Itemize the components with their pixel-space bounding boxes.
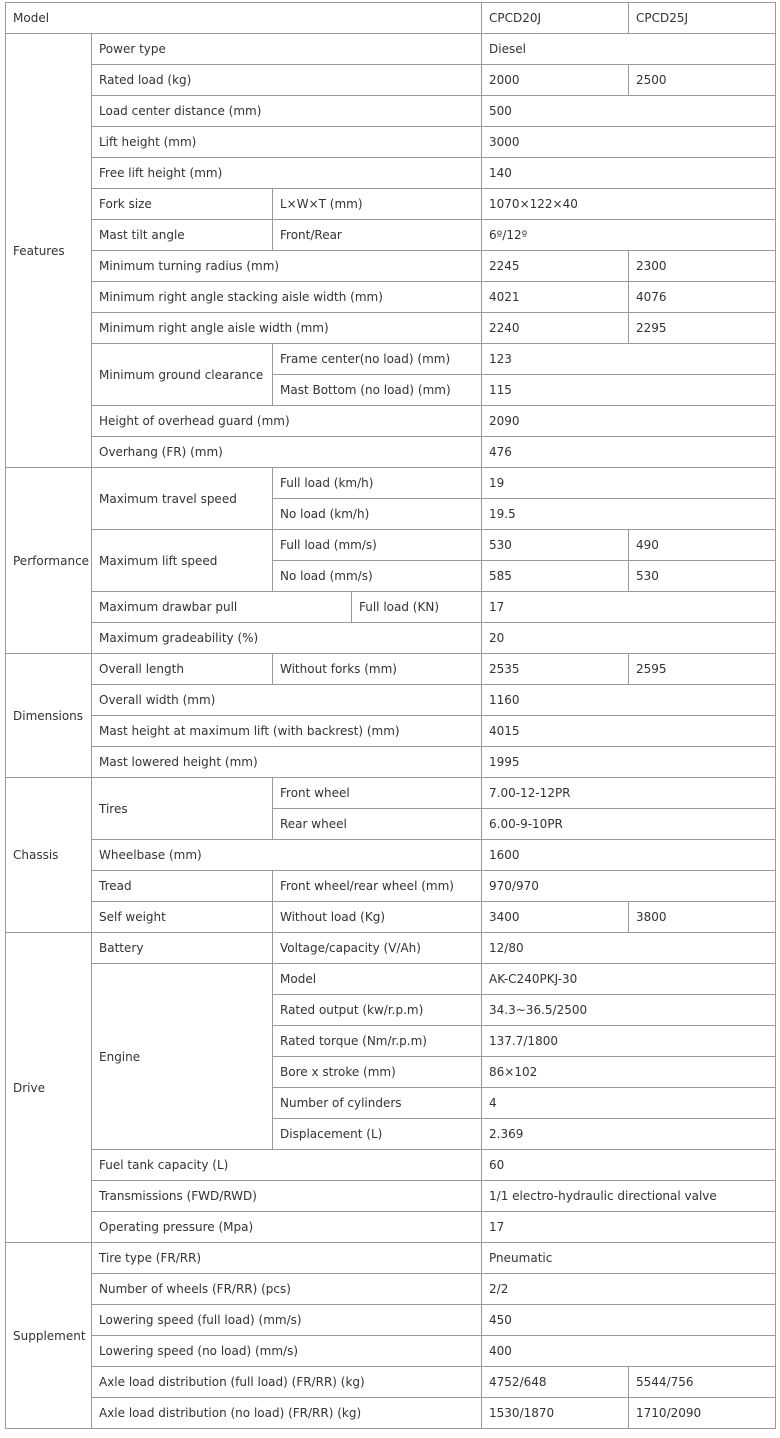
table-row <box>6 34 776 65</box>
row-sublabel: L×W×T (mm) <box>273 189 482 220</box>
row-value: 6º/12º <box>482 220 776 251</box>
row-sublabel: Front wheel <box>273 778 482 809</box>
row-value: 2/2 <box>482 1274 776 1305</box>
row-sublabel: Rated torque (Nm/r.p.m) <box>273 1026 482 1057</box>
table-row <box>6 530 776 561</box>
table-row <box>6 1305 776 1336</box>
table-row <box>6 1398 776 1429</box>
row-value-cpcd20j: 2535 <box>482 654 629 685</box>
row-value-cpcd20j: 2240 <box>482 313 629 344</box>
row-label: Self weight <box>92 902 273 933</box>
row-value: 2.369 <box>482 1119 776 1150</box>
row-value-cpcd25j: 2500 <box>629 65 776 96</box>
table-row <box>6 96 776 127</box>
table-row <box>6 220 776 251</box>
row-sublabel: Without load (Kg) <box>273 902 482 933</box>
group-features: Features <box>6 34 92 468</box>
group-dimensions: Dimensions <box>6 654 92 778</box>
row-value-cpcd25j: 5544/756 <box>629 1367 776 1398</box>
row-value: 19.5 <box>482 499 776 530</box>
table-row <box>6 1243 776 1274</box>
table-row <box>6 1274 776 1305</box>
row-value: 2090 <box>482 406 776 437</box>
row-value: 123 <box>482 344 776 375</box>
row-label: Maximum drawbar pull <box>92 592 352 623</box>
row-value: 1160 <box>482 685 776 716</box>
row-value-cpcd20j: 585 <box>482 561 629 592</box>
row-label: Maximum gradeability (%) <box>92 623 482 654</box>
table-row <box>6 685 776 716</box>
table-row <box>6 623 776 654</box>
row-label: Tire type (FR/RR) <box>92 1243 482 1274</box>
row-label: Minimum right angle aisle width (mm) <box>92 313 482 344</box>
group-chassis: Chassis <box>6 778 92 933</box>
table-row <box>6 1367 776 1398</box>
row-value-cpcd25j: 490 <box>629 530 776 561</box>
row-value-cpcd20j: 2000 <box>482 65 629 96</box>
table-row <box>6 251 776 282</box>
row-sublabel: No load (km/h) <box>273 499 482 530</box>
table-row <box>6 65 776 96</box>
table-row <box>6 964 776 995</box>
row-label: Overhang (FR) (mm) <box>92 437 482 468</box>
row-label: Power type <box>92 34 482 65</box>
row-value: AK-C240PKJ-30 <box>482 964 776 995</box>
table-row <box>6 437 776 468</box>
table-row <box>6 747 776 778</box>
row-value: 140 <box>482 158 776 189</box>
row-sublabel: Full load (KN) <box>352 592 482 623</box>
row-value-cpcd25j: 3800 <box>629 902 776 933</box>
row-label: Mast tilt angle <box>92 220 273 251</box>
row-value: 60 <box>482 1150 776 1181</box>
table-row <box>6 313 776 344</box>
row-sublabel: Frame center(no load) (mm) <box>273 344 482 375</box>
row-value: 20 <box>482 623 776 654</box>
row-value: 1600 <box>482 840 776 871</box>
row-value: 4 <box>482 1088 776 1119</box>
row-sublabel: No load (mm/s) <box>273 561 482 592</box>
row-label: Minimum turning radius (mm) <box>92 251 482 282</box>
row-label: Fuel tank capacity (L) <box>92 1150 482 1181</box>
model-cpcd20j: CPCD20J <box>482 3 629 34</box>
row-value: 17 <box>482 1212 776 1243</box>
row-value: Diesel <box>482 34 776 65</box>
group-drive: Drive <box>6 933 92 1243</box>
row-value: 7.00-12-12PR <box>482 778 776 809</box>
table-row <box>6 158 776 189</box>
model-cpcd25j: CPCD25J <box>629 3 776 34</box>
row-value-cpcd25j: 2595 <box>629 654 776 685</box>
row-label: Maximum travel speed <box>92 468 273 530</box>
row-label: Number of wheels (FR/RR) (pcs) <box>92 1274 482 1305</box>
row-value-cpcd20j: 3400 <box>482 902 629 933</box>
row-value: 17 <box>482 592 776 623</box>
row-value: 4015 <box>482 716 776 747</box>
row-label: Operating pressure (Mpa) <box>92 1212 482 1243</box>
row-label: Tread <box>92 871 273 902</box>
row-value-cpcd20j: 4752/648 <box>482 1367 629 1398</box>
row-value: 1995 <box>482 747 776 778</box>
row-label: Engine <box>92 964 273 1150</box>
row-value: 12/80 <box>482 933 776 964</box>
row-sublabel: Voltage/capacity (V/Ah) <box>273 933 482 964</box>
row-label: Wheelbase (mm) <box>92 840 482 871</box>
table-row <box>6 189 776 220</box>
row-value: 500 <box>482 96 776 127</box>
row-label: Maximum lift speed <box>92 530 273 592</box>
row-label: Lowering speed (no load) (mm/s) <box>92 1336 482 1367</box>
row-sublabel: Bore x stroke (mm) <box>273 1057 482 1088</box>
row-value: 450 <box>482 1305 776 1336</box>
row-sublabel: Mast Bottom (no load) (mm) <box>273 375 482 406</box>
table-row <box>6 127 776 158</box>
row-label: Minimum right angle stacking aisle width (mm) <box>92 282 482 313</box>
row-sublabel: Front wheel/rear wheel (mm) <box>273 871 482 902</box>
group-supplement: Supplement <box>6 1243 92 1429</box>
table-row <box>6 1181 776 1212</box>
row-value-cpcd25j: 4076 <box>629 282 776 313</box>
row-sublabel: Number of cylinders <box>273 1088 482 1119</box>
row-value: 34.3~36.5/2500 <box>482 995 776 1026</box>
table-row <box>6 716 776 747</box>
table-row <box>6 282 776 313</box>
row-value: 970/970 <box>482 871 776 902</box>
row-value-cpcd20j: 4021 <box>482 282 629 313</box>
row-value: 3000 <box>482 127 776 158</box>
row-value: 86×102 <box>482 1057 776 1088</box>
row-value-cpcd25j: 2300 <box>629 251 776 282</box>
row-value: Pneumatic <box>482 1243 776 1274</box>
row-value: 19 <box>482 468 776 499</box>
row-label: Rated load (kg) <box>92 65 482 96</box>
row-value-cpcd20j: 1530/1870 <box>482 1398 629 1429</box>
row-value-cpcd25j: 530 <box>629 561 776 592</box>
table-row <box>6 468 776 499</box>
table-row <box>6 344 776 375</box>
row-value: 476 <box>482 437 776 468</box>
table-row <box>6 871 776 902</box>
row-label: Tires <box>92 778 273 840</box>
row-label: Free lift height (mm) <box>92 158 482 189</box>
row-label: Lift height (mm) <box>92 127 482 158</box>
row-sublabel: Front/Rear <box>273 220 482 251</box>
row-value-cpcd20j: 2245 <box>482 251 629 282</box>
table-row <box>6 1336 776 1367</box>
row-label: Load center distance (mm) <box>92 96 482 127</box>
row-value: 115 <box>482 375 776 406</box>
row-sublabel: Rear wheel <box>273 809 482 840</box>
row-label: Transmissions (FWD/RWD) <box>92 1181 482 1212</box>
row-value: 1070×122×40 <box>482 189 776 220</box>
table-row <box>6 406 776 437</box>
row-value: 137.7/1800 <box>482 1026 776 1057</box>
spec-table <box>5 2 776 1429</box>
row-value: 1/1 electro-hydraulic directional valve <box>482 1181 776 1212</box>
row-sublabel: Full load (mm/s) <box>273 530 482 561</box>
row-value-cpcd25j: 2295 <box>629 313 776 344</box>
row-label: Overall length <box>92 654 273 685</box>
row-sublabel: Displacement (L) <box>273 1119 482 1150</box>
row-label: Overall width (mm) <box>92 685 482 716</box>
model-label: Model <box>6 3 482 34</box>
table-row <box>6 1212 776 1243</box>
row-value: 6.00-9-10PR <box>482 809 776 840</box>
row-sublabel: Full load (km/h) <box>273 468 482 499</box>
table-row <box>6 902 776 933</box>
row-label: Battery <box>92 933 273 964</box>
row-label: Mast lowered height (mm) <box>92 747 482 778</box>
row-label: Lowering speed (full load) (mm/s) <box>92 1305 482 1336</box>
row-label: Mast height at maximum lift (with backrest) (mm) <box>92 716 482 747</box>
row-label: Fork size <box>92 189 273 220</box>
table-row <box>6 1150 776 1181</box>
table-row <box>6 654 776 685</box>
row-value-cpcd20j: 530 <box>482 530 629 561</box>
table-row <box>6 778 776 809</box>
row-sublabel: Rated output (kw/r.p.m) <box>273 995 482 1026</box>
table-row <box>6 933 776 964</box>
table-row <box>6 840 776 871</box>
row-label: Axle load distribution (no load) (FR/RR) (kg) <box>92 1398 482 1429</box>
row-value: 400 <box>482 1336 776 1367</box>
row-label: Height of overhead guard (mm) <box>92 406 482 437</box>
row-label: Axle load distribution (full load) (FR/RR) (kg) <box>92 1367 482 1398</box>
row-sublabel: Model <box>273 964 482 995</box>
row-label: Minimum ground clearance <box>92 344 273 406</box>
group-performance: Performance <box>6 468 92 654</box>
header-row <box>6 3 776 34</box>
row-value-cpcd25j: 1710/2090 <box>629 1398 776 1429</box>
table-row <box>6 592 776 623</box>
row-sublabel: Without forks (mm) <box>273 654 482 685</box>
